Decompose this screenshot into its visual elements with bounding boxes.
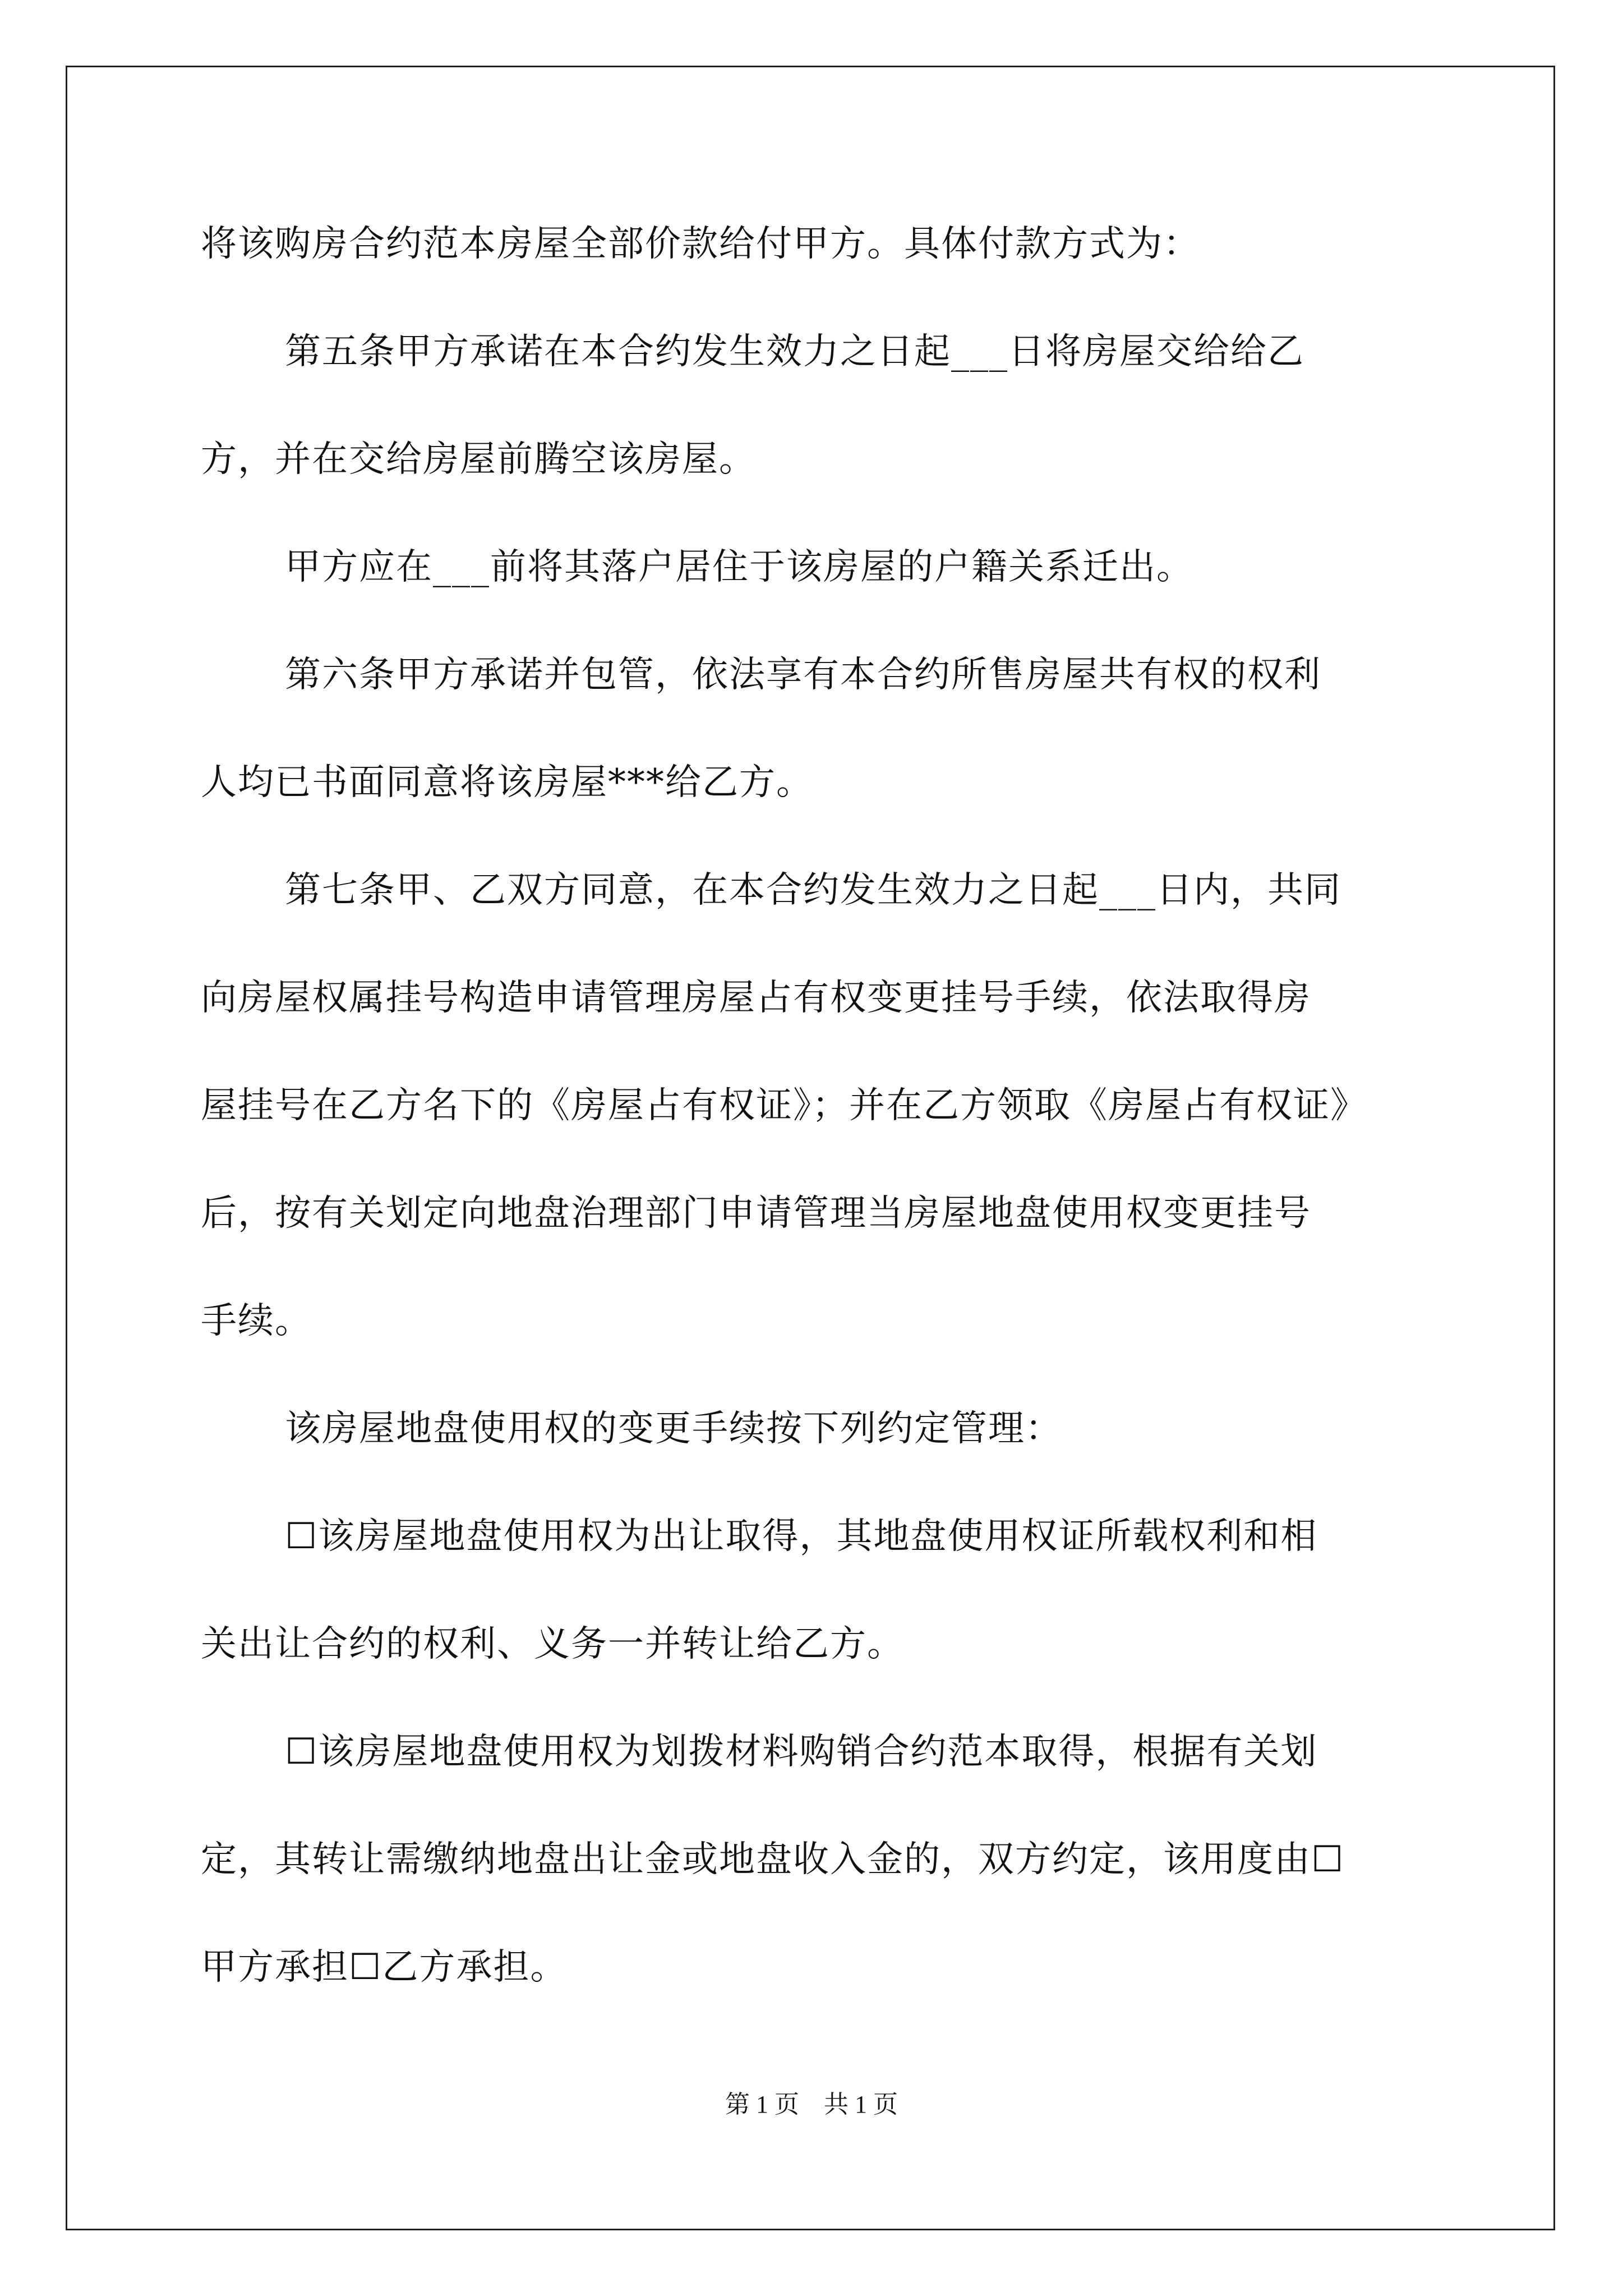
text-line: 第六条甲方承诺并包管，依法享有本合约所售房屋共有权的权利 bbox=[285, 654, 1321, 696]
text-line: ☐该房屋地盘使用权为划拨材料购销合约范本取得，根据有关划 bbox=[285, 1731, 1318, 1773]
page-number-footer: 第 1 页 共 1 页 bbox=[725, 2091, 898, 2118]
text-line: 后，按有关划定向地盘治理部门申请管理当房屋地盘使用权变更挂号 bbox=[201, 1193, 1311, 1234]
text-line: 手续。 bbox=[201, 1300, 312, 1342]
page-border bbox=[66, 66, 1555, 2230]
text-line: 将该购房合约范本房屋全部价款给付甲方。具体付款方式为： bbox=[201, 223, 1200, 265]
text-line: 定，其转让需缴纳地盘出让金或地盘收入金的，双方约定，该用度由☐ bbox=[201, 1839, 1345, 1880]
text-line: ☐该房屋地盘使用权为出让取得，其地盘使用权证所载权利和相 bbox=[285, 1516, 1318, 1557]
text-line: 第五条甲方承诺在本合约发生效力之日起___日将房屋交给给乙 bbox=[285, 331, 1304, 372]
text-line: 向房屋权属挂号构造申请管理房屋占有权变更挂号手续，依法取得房 bbox=[201, 977, 1311, 1019]
text-line: 人均已书面同意将该房屋***给乙方。 bbox=[201, 762, 813, 803]
text-line: 甲方应在___前将其落户居住于该房屋的户籍关系迁出。 bbox=[285, 546, 1193, 588]
text-line: 该房屋地盘使用权的变更手续按下列约定管理： bbox=[285, 1408, 1062, 1450]
text-line: 关出让合约的权利、义务一并转让给乙方。 bbox=[201, 1623, 904, 1665]
text-line: 第七条甲、乙双方同意，在本合约发生效力之日起___日内，共同 bbox=[285, 869, 1341, 911]
text-line: 方，并在交给房屋前腾空该房屋。 bbox=[201, 439, 756, 480]
text-line: 屋挂号在乙方名下的《房屋占有权证》；并在乙方领取《房屋占有权证》 bbox=[201, 1085, 1367, 1126]
text-line: 甲方承担☐乙方承担。 bbox=[201, 1947, 568, 1988]
